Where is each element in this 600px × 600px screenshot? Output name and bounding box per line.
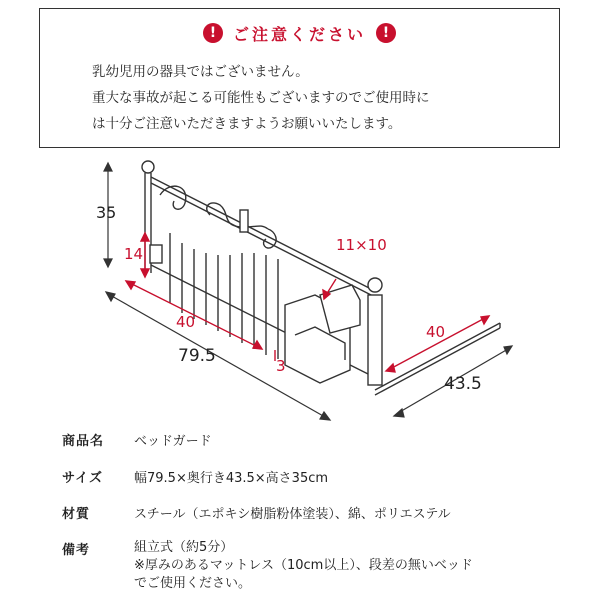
- exclamation-icon: !: [376, 23, 396, 43]
- spec-value-main: 組立式（約5分）: [134, 540, 234, 555]
- pocket-depth-label: 3: [276, 357, 286, 375]
- bed-guard-diagram: [90, 155, 530, 425]
- caution-line: は十分ご注意いただきますようお願いいたします。: [92, 116, 402, 132]
- spec-note-line: でご使用ください。: [134, 576, 252, 591]
- spec-value: スチール（エポキシ樹脂粉体塗装）、綿、ポリエステル: [134, 507, 451, 522]
- spec-value: [134, 539, 473, 593]
- caution-box: [39, 8, 560, 148]
- spec-note-line: ※厚みのあるマットレス（10cm以上）、段差の無いベッド: [134, 558, 473, 573]
- height-side-label: 14: [124, 245, 144, 263]
- height-total-label: 35: [96, 203, 117, 222]
- spec-value: 幅79.5×奥行き43.5×高さ35cm: [134, 471, 329, 486]
- caution-line: 乳幼児用の器具ではございません。: [92, 64, 309, 80]
- depth-label: 43.5: [444, 374, 482, 394]
- caution-header: [40, 21, 559, 45]
- caution-line: 重大な事故が起こる可能性もございますのでご使用時に: [92, 90, 430, 106]
- caution-text: [92, 59, 539, 137]
- spec-key: 備考: [62, 543, 91, 558]
- spec-value: ベッドガード: [134, 434, 212, 449]
- caution-title: ご注意ください: [232, 24, 366, 44]
- pocket-size-label: 11×10: [336, 236, 387, 254]
- spec-key: 材質: [62, 507, 91, 522]
- spec-key: 商品名: [62, 434, 105, 449]
- arm-length-label: 40: [426, 323, 446, 341]
- spec-key: サイズ: [62, 471, 103, 486]
- inner-length-label: 40: [176, 313, 196, 331]
- exclamation-icon: !: [203, 23, 223, 43]
- total-width-label: 79.5: [178, 346, 216, 366]
